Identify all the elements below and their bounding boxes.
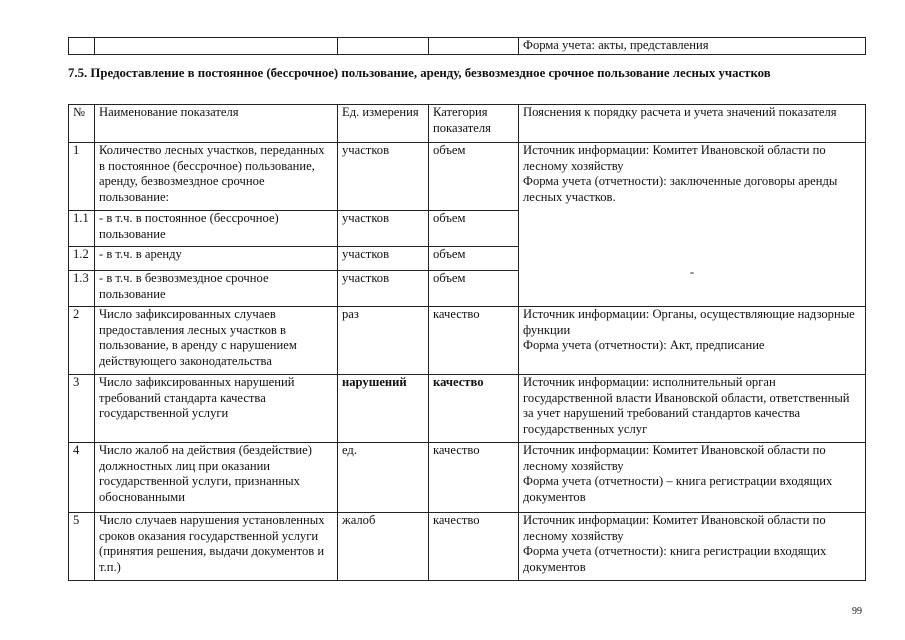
cell-category: объем [429, 247, 519, 271]
cell-num: 1.3 [69, 271, 95, 307]
explanation-form: Форма учета (отчетности) – книга регистрации входящих документов [523, 474, 833, 504]
cell-category: качество [429, 375, 519, 443]
table-row [69, 38, 866, 55]
cell-num: 4 [69, 443, 95, 513]
header-name: Наименование показателя [95, 105, 338, 143]
cell-unit: участков [338, 211, 429, 247]
table-row [69, 375, 866, 443]
section-heading [68, 65, 868, 81]
cell-unit: жалоб [338, 513, 429, 581]
explanation-source: Источник информации: исполнительный орган государственной власти Ивановской области, ответственный за учет нарушений требований стандартов качества государственных услуг [523, 375, 850, 436]
explanation-form: Форма учета (отчетности): книга регистрации входящих документов [523, 544, 827, 574]
page-number: 99 [852, 606, 862, 617]
cell-unit: участков [338, 143, 429, 211]
table-row [69, 307, 866, 375]
header-unit: Ед. измерения [338, 105, 429, 143]
cell [69, 38, 95, 55]
explanation-form: Форма учета (отчетности): заключенные договоры аренды лесных участков. [523, 174, 838, 204]
cell [338, 38, 429, 55]
table-row [69, 443, 866, 513]
indicators-table [68, 104, 866, 581]
cell-name: - в т.ч. в аренду [95, 247, 338, 271]
cell-num: 1 [69, 143, 95, 211]
table-row [69, 513, 866, 581]
header-category: Категория показателя [429, 105, 519, 143]
cell-category: объем [429, 143, 519, 211]
cell-category: объем [429, 211, 519, 247]
cell-unit: ед. [338, 443, 429, 513]
cell-name: - в т.ч. в постоянное (бессрочное) пользование [95, 211, 338, 247]
cell-name: Число зафиксированных нарушений требований стандарта качества государственной услуги [95, 375, 338, 443]
cell-num: 3 [69, 375, 95, 443]
cell-unit: нарушений [338, 375, 429, 443]
cell-category: качество [429, 307, 519, 375]
dash-mark: - [689, 265, 695, 279]
cell-num: 5 [69, 513, 95, 581]
cell-explanation [519, 375, 866, 443]
explanation-form: Форма учета (отчетности): Акт, предписание [523, 338, 765, 352]
cell-name: Число случаев нарушения установленных сроков оказания государственной услуги (принятия решения, выдачи документов и т.п.) [95, 513, 338, 581]
cell-explanation: Форма учета: акты, представления [519, 38, 866, 55]
cell-explanation [519, 513, 866, 581]
cell-category: качество [429, 443, 519, 513]
section-number: 7.5. [68, 66, 88, 80]
table-header-row [69, 105, 866, 143]
cell [429, 38, 519, 55]
cell [95, 38, 338, 55]
cell-name: Число жалоб на действия (бездействие) должностных лиц при оказании государственной услуги, признанных обоснованными [95, 443, 338, 513]
cell-num: 1.1 [69, 211, 95, 247]
cell-explanation [519, 143, 866, 307]
cell-name: Количество лесных участков, переданных в постоянное (бессрочное) пользование, аренду, безвозмездное срочное пользование: [95, 143, 338, 211]
cell-num: 1.2 [69, 247, 95, 271]
cell-unit: участков [338, 247, 429, 271]
explanation-source: Источник информации: Комитет Ивановской области по лесному хозяйству [523, 443, 826, 473]
cell-num: 2 [69, 307, 95, 375]
previous-table-tail [68, 37, 866, 55]
section-title: Предоставление в постоянное (бессрочное) пользование, аренду, безвозмездное срочное пользование лесных участков [90, 66, 771, 80]
header-explanation: Пояснения к порядку расчета и учета значений показателя [519, 105, 866, 143]
header-num: № [69, 105, 95, 143]
explanation-source: Источник информации: Комитет Ивановской области по лесному хозяйству [523, 513, 826, 543]
cell-unit: участков [338, 271, 429, 307]
cell-explanation [519, 307, 866, 375]
explanation-source: Источник информации: Комитет Ивановской области по лесному хозяйству [523, 143, 826, 173]
cell-category: качество [429, 513, 519, 581]
cell-unit: раз [338, 307, 429, 375]
explanation-source: Источник информации: Органы, осуществляющие надзорные функции [523, 307, 855, 337]
table-row [69, 143, 866, 211]
cell-name: - в т.ч. в безвозмездное срочное пользование [95, 271, 338, 307]
cell-name: Число зафиксированных случаев предоставления лесных участков в пользование, в аренду с нарушением действующего законодательства [95, 307, 338, 375]
cell-explanation [519, 443, 866, 513]
cell-category: объем [429, 271, 519, 307]
